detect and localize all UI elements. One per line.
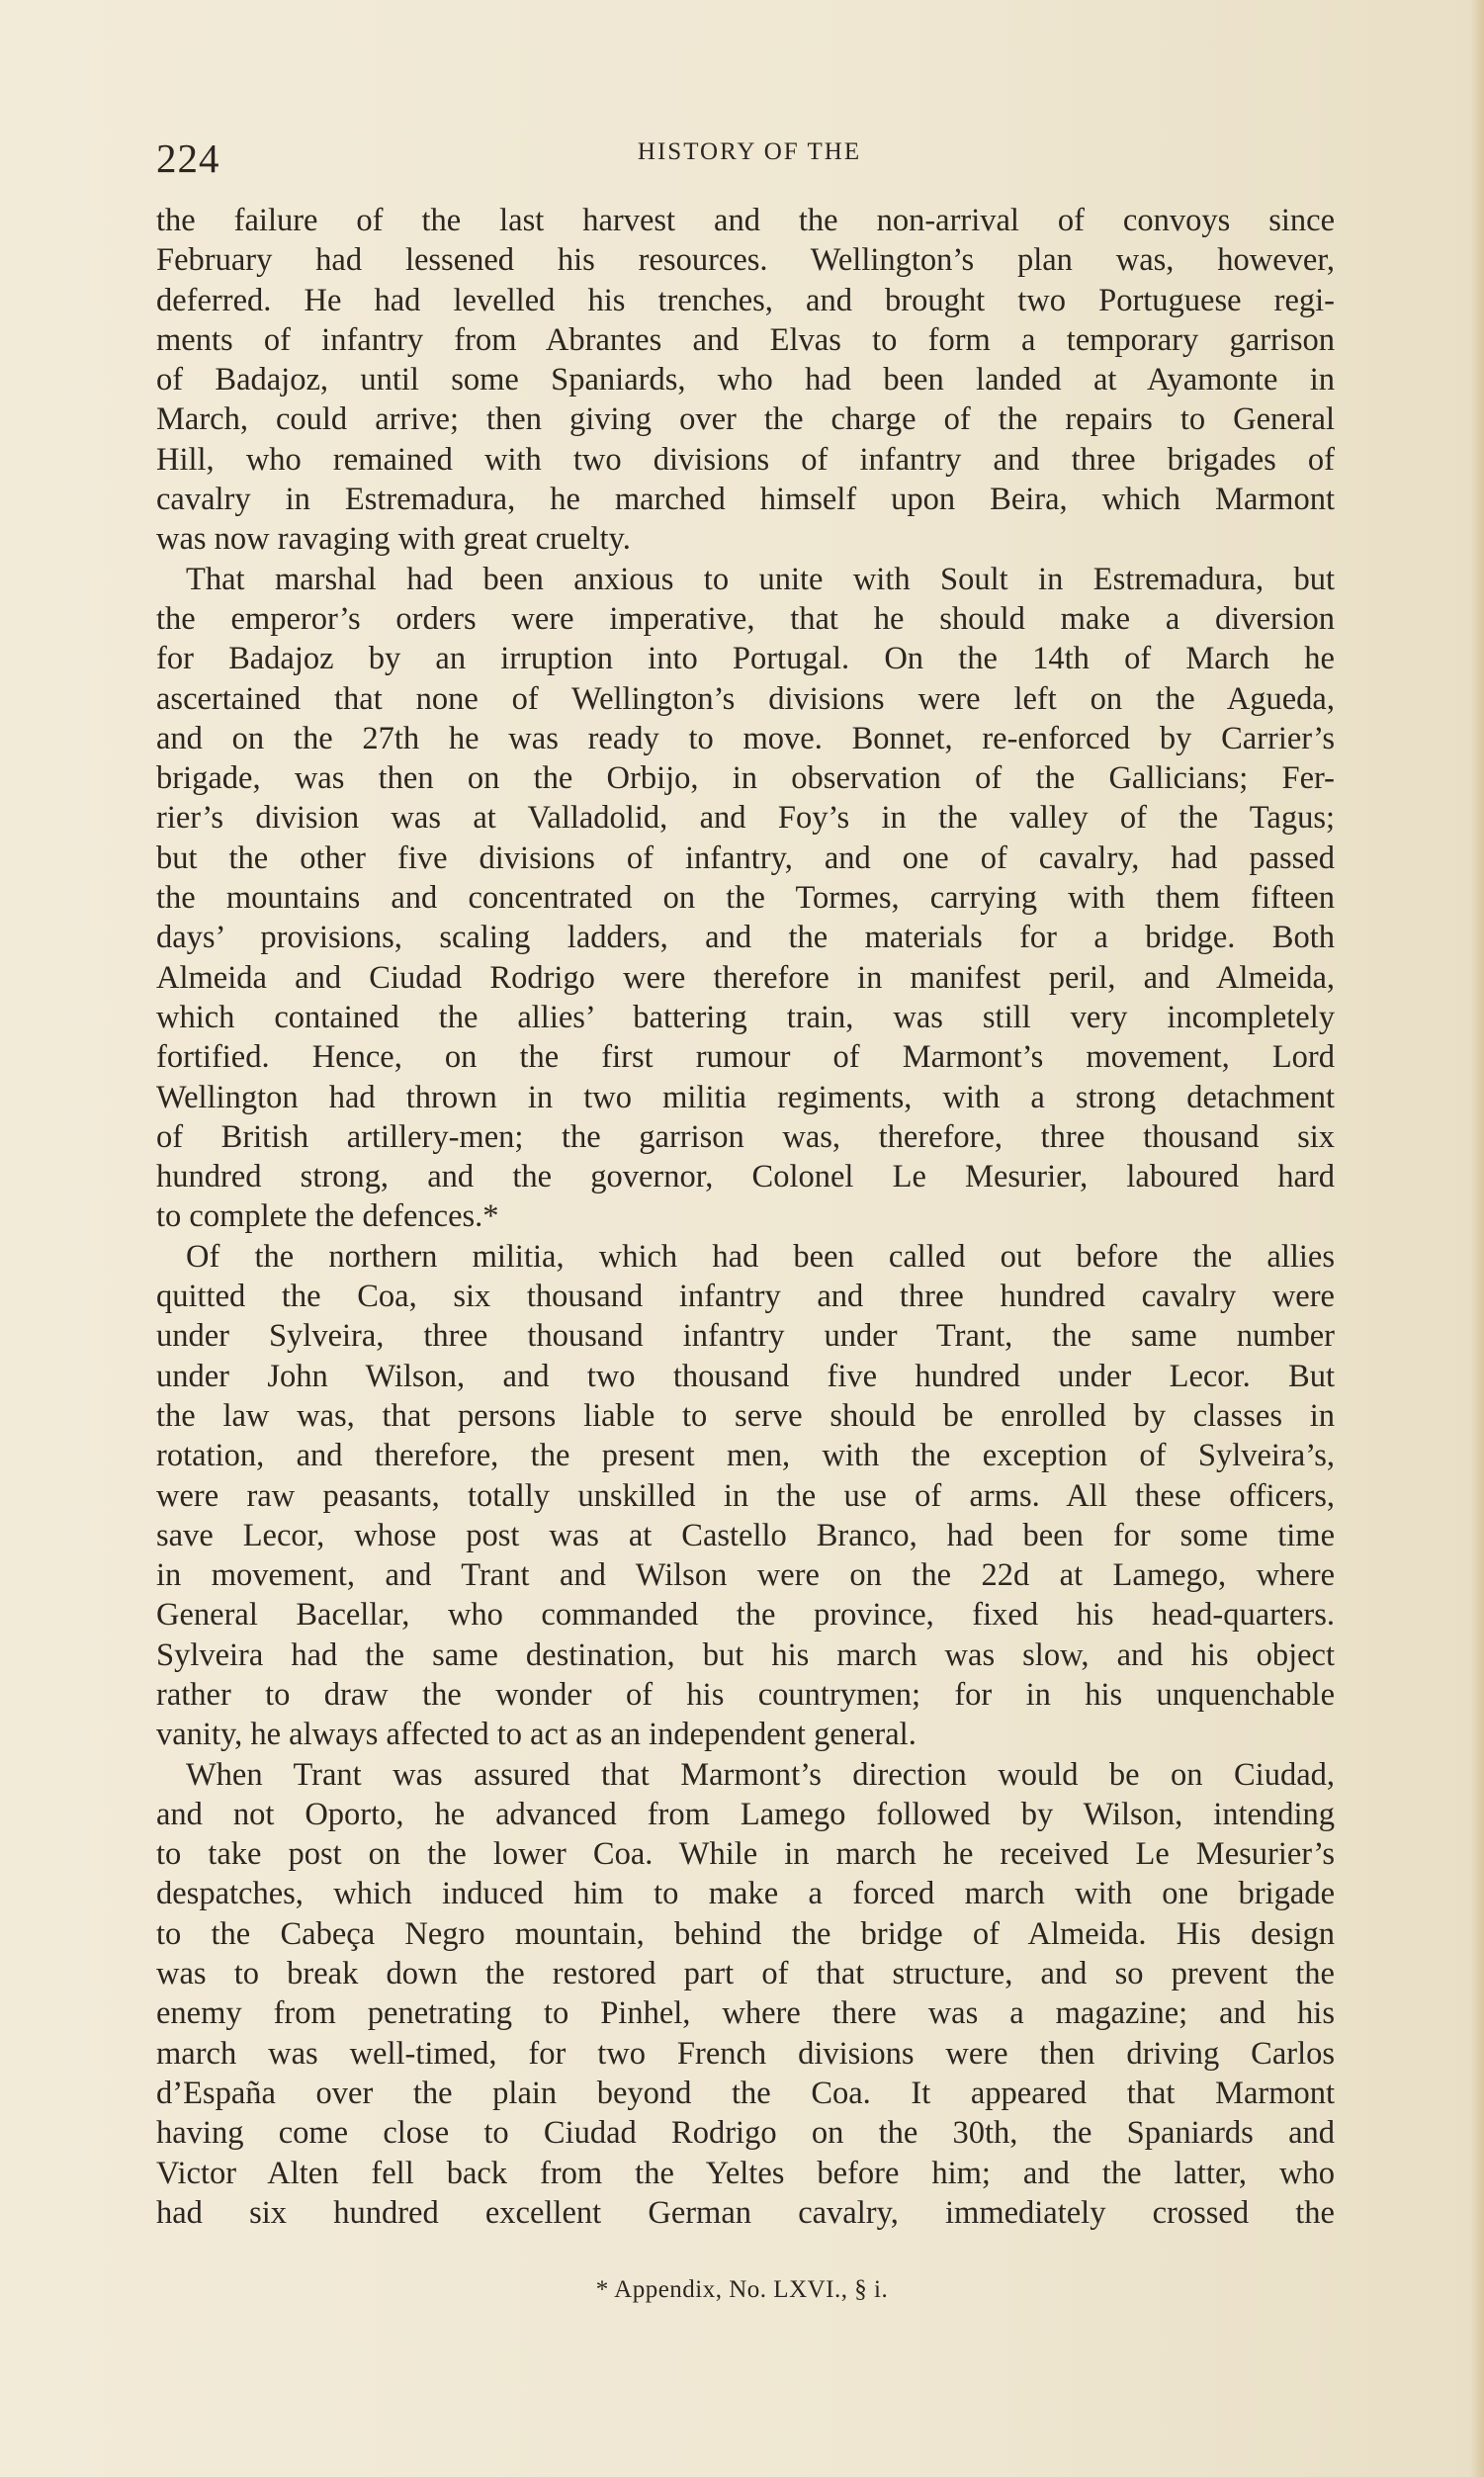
text-line: had six hundred excellent German cavalry, immediately crossed the xyxy=(156,2194,1335,2231)
page-header xyxy=(156,134,1343,184)
text-line: and not Oporto, he advanced from Lamego followed by Wilson, intending xyxy=(156,1796,1335,1832)
running-head: HISTORY OF THE xyxy=(637,138,862,165)
text-line: save Lecor, whose post was at Castello Branco, had been for some time xyxy=(156,1517,1335,1553)
text-line: ascertained that none of Wellington’s divisions were left on the Agueda, xyxy=(156,680,1335,717)
text-line: days’ provisions, scaling ladders, and the materials for a bridge. Both xyxy=(156,920,1335,956)
text-line: was to break down the restored part of that structure, and so prevent the xyxy=(156,1956,1335,1992)
footnote: * Appendix, No. LXVI., § i. xyxy=(595,2276,889,2303)
text-line: deferred. He had levelled his trenches, and brought two Portuguese regi- xyxy=(156,282,1335,318)
body-text xyxy=(156,201,1335,2233)
text-line: the mountains and concentrated on the Tormes, carrying with them fifteen xyxy=(156,880,1335,917)
text-line: Hill, who remained with two divisions of infantry and three brigades of xyxy=(156,441,1335,478)
text-line: February had lessened his resources. Wellington’s plan was, however, xyxy=(156,242,1335,279)
text-line: vanity, he always affected to act as an independent general. xyxy=(156,1717,917,1753)
text-line: and on the 27th he was ready to move. Bonnet, re-enforced by Carrier’s xyxy=(156,720,1335,756)
text-line: to take post on the lower Coa. While in march he received Le Mesurier’s xyxy=(156,1836,1335,1873)
text-line: the failure of the last harvest and the non-arrival of convoys since xyxy=(156,203,1335,238)
text-line: to complete the defences.* xyxy=(156,1198,499,1235)
text-line: march was well-timed, for two French divisions were then driving Carlos xyxy=(156,2035,1335,2072)
text-line: under Sylveira, three thousand infantry under Trant, the same number xyxy=(156,1318,1335,1355)
text-line: rier’s division was at Valladolid, and Foy’s in the valley of the Tagus; xyxy=(156,800,1335,837)
text-line: were raw peasants, totally unskilled in the use of arms. All these officers, xyxy=(156,1477,1335,1514)
text-line: General Bacellar, who commanded the province, fixed his head-quarters. xyxy=(156,1597,1335,1634)
text-line: Sylveira had the same destination, but his march was slow, and his object xyxy=(156,1637,1335,1673)
text-line: was now ravaging with great cruelty. xyxy=(156,521,631,558)
text-line: Wellington had thrown in two militia regiments, with a strong detachment xyxy=(156,1079,1335,1115)
text-line: which contained the allies’ battering train, was still very incompletely xyxy=(156,999,1335,1035)
text-line: d’España over the plain beyond the Coa. It appeared that Marmont xyxy=(156,2075,1335,2111)
text-line: hundred strong, and the governor, Colonel Le Mesurier, laboured hard xyxy=(156,1159,1335,1195)
text-line: under John Wilson, and two thousand five hundred under Lecor. But xyxy=(156,1358,1335,1394)
text-line: brigade, was then on the Orbijo, in observation of the Gallicians; Fer- xyxy=(156,760,1335,797)
text-line: That marshal had been anxious to unite with Soult in Estremadura, but xyxy=(186,561,1335,597)
page-number: 224 xyxy=(156,135,220,181)
text-line: Almeida and Ciudad Rodrigo were therefore in manifest peril, and Almeida, xyxy=(156,959,1335,996)
text-line: having come close to Ciudad Rodrigo on the 30th, the Spaniards and xyxy=(156,2115,1335,2152)
text-line: to the Cabeça Negro mountain, behind the bridge of Almeida. His design xyxy=(156,1915,1335,1952)
page-edge-shadow xyxy=(1470,0,1484,2477)
text-line: rotation, and therefore, the present men, with the exception of Sylveira’s, xyxy=(156,1438,1335,1474)
text-line: March, could arrive; then giving over the charge of the repairs to General xyxy=(156,401,1335,438)
text-line: but the other five divisions of infantry, and one of cavalry, had passed xyxy=(156,840,1335,876)
text-line: of Badajoz, until some Spaniards, who had been landed at Ayamonte in xyxy=(156,362,1335,398)
text-line: the law was, that persons liable to serve should be enrolled by classes in xyxy=(156,1397,1335,1434)
text-line: the emperor’s orders were imperative, that he should make a diversion xyxy=(156,600,1335,637)
text-line: for Badajoz by an irruption into Portugal. On the 14th of March he xyxy=(156,641,1335,677)
text-line: ments of infantry from Abrantes and Elvas to form a temporary garrison xyxy=(156,321,1335,358)
text-line: of British artillery-men; the garrison was, therefore, three thousand six xyxy=(156,1118,1335,1155)
text-line: fortified. Hence, on the first rumour of Marmont’s movement, Lord xyxy=(156,1039,1335,1076)
text-line: Of the northern militia, which had been called out before the allies xyxy=(186,1238,1335,1275)
text-line: cavalry in Estremadura, he marched himself upon Beira, which Marmont xyxy=(156,482,1335,518)
text-line: enemy from penetrating to Pinhel, where there was a magazine; and his xyxy=(156,1995,1335,2032)
text-line: despatches, which induced him to make a forced march with one brigade xyxy=(156,1876,1335,1912)
text-line: When Trant was assured that Marmont’s direction would be on Ciudad, xyxy=(186,1756,1335,1793)
text-line: quitted the Coa, six thousand infantry and three hundred cavalry were xyxy=(156,1279,1335,1315)
text-line: Victor Alten fell back from the Yeltes before him; and the latter, who xyxy=(156,2155,1335,2191)
text-line: rather to draw the wonder of his countrymen; for in his unquenchable xyxy=(156,1676,1335,1713)
text-line: in movement, and Trant and Wilson were on the 22d at Lamego, where xyxy=(156,1557,1335,1594)
